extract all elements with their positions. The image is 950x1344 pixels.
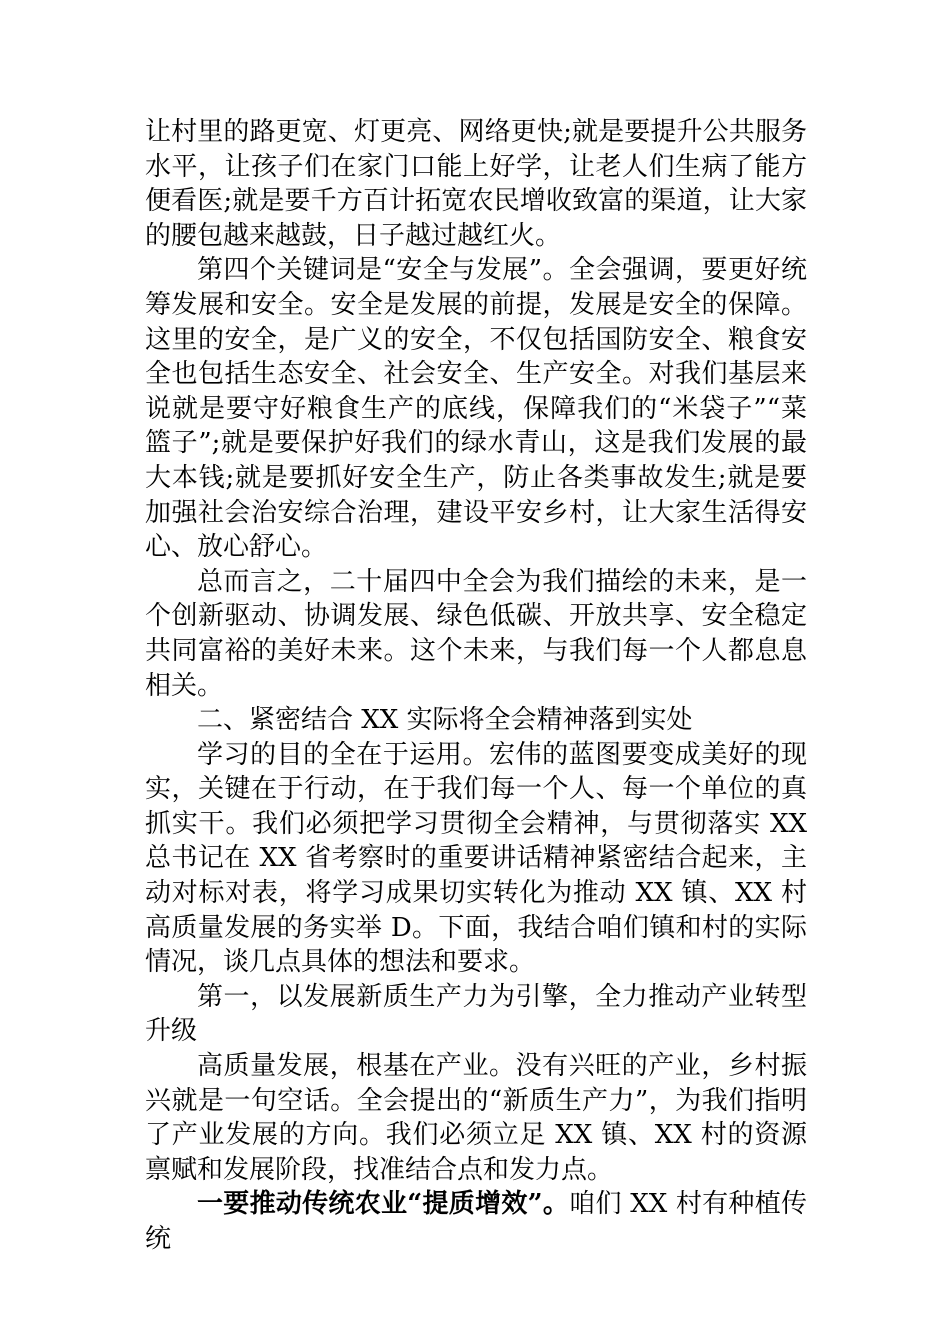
section-heading-2: 二、紧密结合 XX 实际将全会精神落到实处 bbox=[197, 705, 693, 736]
paragraph-agriculture-text: 咱们 XX 村有种植传统 bbox=[145, 1189, 807, 1254]
subheading-first: 第一，以发展新质生产力为引擎，全力推动产业转型升级 bbox=[145, 981, 807, 1047]
paragraph-summary: 总而言之，二十届四中全会为我们描绘的未来，是一个创新驱动、协调发展、绿色低碳、开放共享、安全稳定共同富裕的美好未来。这个未来，与我们每一个人都息息相关。 bbox=[145, 566, 807, 701]
document-page bbox=[145, 115, 807, 1257]
bold-lead-text: 一要推动传统农业“提质增效”。 bbox=[197, 1189, 570, 1220]
paragraph-1: 让村里的路更宽、灯更亮、网络更快;就是要提升公共服务水平，让孩子们在家门口能上好学，让老人们生病了能方便看医;就是要千方百计拓宽农民增收致富的渠道，让大家的腰包越来越鼓，日子越过越红火。 bbox=[145, 117, 807, 251]
paragraph-keyword-security: 第四个关键词是“安全与发展”。全会强调，要更好统筹发展和安全。安全是发展的前提，发展是安全的保障。这里的安全，是广义的安全，不仅包括国防安全、粮食安全也包括生态安全、社会安全、生产安全。对我们基层来说就是要守好粮食生产的底线，保障我们的“米袋子”“菜篮子”;就是要保护好我们的绿水青山，这是我们发展的最大本钱;就是要抓好安全生产，防止各类事故发生;就是要加强社会治安综合治理，建设平安乡村，让大家生活得安心、放心舒心。 bbox=[145, 255, 807, 563]
paragraph-industry: 高质量发展，根基在产业。没有兴旺的产业，乡村振兴就是一句空话。全会提出的“新质生产力”，为我们指明了产业发展的方向。我们必须立足 XX 镇、XX 村的资源禀赋和发展阶段，找准结合点和发力点。 bbox=[145, 1051, 807, 1185]
paragraph-learning-purpose: 学习的目的全在于运用。宏伟的蓝图要变成美好的现实，关键在于行动，在于我们每一个人、每一个单位的真抓实干。我们必须把学习贯彻全会精神，与贯彻落实 XX 总书记在 XX 省考察时的重要讲话精神紧密结合起来，主动对标对表，将学习成果切实转化为推动 XX 镇、XX 村高质量发展的务实举 D。下面，我结合咱们镇和村的实际情况，谈几点具体的想法和要求。 bbox=[145, 739, 807, 978]
paragraph-agriculture bbox=[145, 1187, 807, 1256]
